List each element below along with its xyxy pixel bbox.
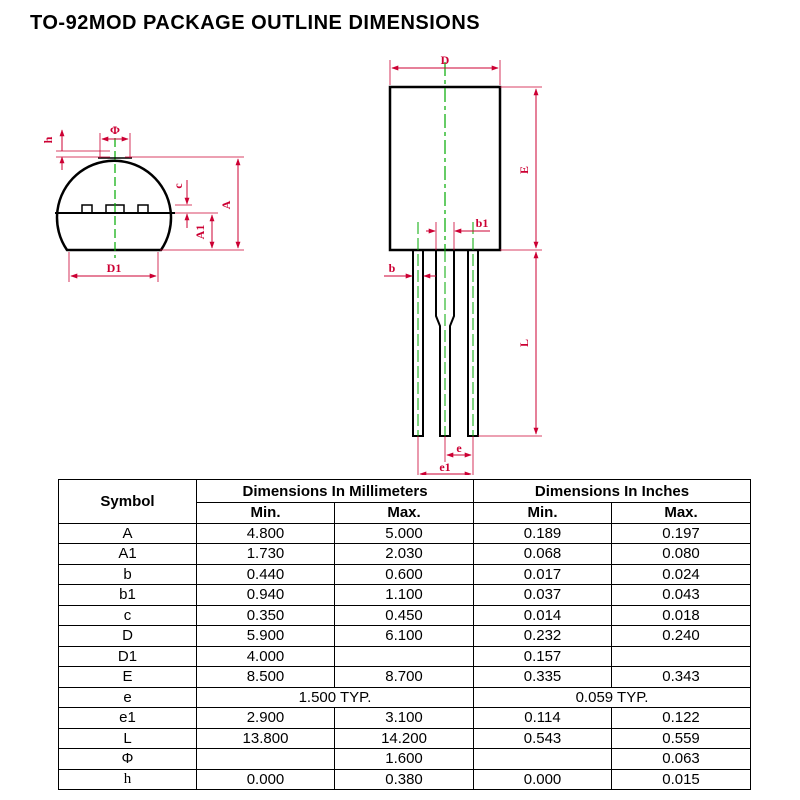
cell-in-min: 0.000 <box>474 769 612 790</box>
cell-mm-max <box>335 646 474 667</box>
page-title: TO-92MOD PACKAGE OUTLINE DIMENSIONS <box>30 12 481 34</box>
cell-mm-max: 6.100 <box>335 626 474 647</box>
cell-symbol: e1 <box>59 708 197 729</box>
cell-mm-min: 5.900 <box>197 626 335 647</box>
cell-in-max: 0.043 <box>612 585 751 606</box>
cell-mm-max: 2.030 <box>335 544 474 565</box>
cell-in-min: 0.335 <box>474 667 612 688</box>
cell-mm-max: 8.700 <box>335 667 474 688</box>
table-row <box>59 667 751 688</box>
cell-mm-min: 13.800 <box>197 728 335 749</box>
cell-symbol: D <box>59 626 197 647</box>
cell-in-min: 0.114 <box>474 708 612 729</box>
cell-mm-min: 1.730 <box>197 544 335 565</box>
label-e1: e1 <box>439 460 451 474</box>
cell-mm-max: 5.000 <box>335 523 474 544</box>
cell-in-max: 0.080 <box>612 544 751 565</box>
table-row <box>59 708 751 729</box>
lead-stub-right <box>138 205 148 213</box>
cell-mm-max: 1.600 <box>335 749 474 770</box>
table-row <box>59 687 751 708</box>
cell-in-min: 0.017 <box>474 564 612 585</box>
cell-in-min: 0.014 <box>474 605 612 626</box>
cell-mm-min: 8.500 <box>197 667 335 688</box>
table-row <box>59 523 751 544</box>
cell-symbol: h <box>59 769 197 790</box>
table-row <box>59 749 751 770</box>
label-A1: A1 <box>193 224 207 240</box>
cell-symbol: D1 <box>59 646 197 667</box>
cell-mm-min: 4.000 <box>197 646 335 667</box>
label-A: A <box>219 200 233 210</box>
cell-in-min: 0.543 <box>474 728 612 749</box>
header-mm-min: Min. <box>197 503 335 524</box>
table-row <box>59 728 751 749</box>
cell-mm-max: 0.450 <box>335 605 474 626</box>
table-row <box>59 585 751 606</box>
cell-mm-min: 0.440 <box>197 564 335 585</box>
cell-symbol: E <box>59 667 197 688</box>
header-symbol: Symbol <box>59 480 197 524</box>
cell-mm-min <box>197 749 335 770</box>
cell-mm-min: 0.350 <box>197 605 335 626</box>
cell-mm-max: 0.380 <box>335 769 474 790</box>
cell-in-max: 0.063 <box>612 749 751 770</box>
cell-symbol: b1 <box>59 585 197 606</box>
table-row <box>59 605 751 626</box>
cell-in-max: 0.343 <box>612 667 751 688</box>
cell-mm-max: 0.600 <box>335 564 474 585</box>
label-phi: Φ <box>110 123 120 137</box>
header-in-max: Max. <box>612 503 751 524</box>
side-view <box>41 123 244 282</box>
cell-mm-max: 1.100 <box>335 585 474 606</box>
cell-symbol: A1 <box>59 544 197 565</box>
cell-mm-min: 2.900 <box>197 708 335 729</box>
label-b1: b1 <box>475 216 489 230</box>
cell-in-max: 0.240 <box>612 626 751 647</box>
table-row <box>59 544 751 565</box>
cell-symbol: Φ <box>59 749 197 770</box>
cell-symbol: b <box>59 564 197 585</box>
cell-in-min: 0.157 <box>474 646 612 667</box>
header-in-min: Min. <box>474 503 612 524</box>
cell-in-min: 0.068 <box>474 544 612 565</box>
label-E: E <box>517 165 531 175</box>
cell-in-min <box>474 749 612 770</box>
cell-in-min: 0.189 <box>474 523 612 544</box>
cell-mm-min: 0.000 <box>197 769 335 790</box>
front-view <box>384 53 542 475</box>
label-c: c <box>171 183 185 189</box>
table-row <box>59 626 751 647</box>
cell-symbol: L <box>59 728 197 749</box>
cell-symbol: e <box>59 687 197 708</box>
header-mm: Dimensions In Millimeters <box>197 480 474 503</box>
cell-mm-max: 14.200 <box>335 728 474 749</box>
cell-mm-max: 3.100 <box>335 708 474 729</box>
header-mm-max: Max. <box>335 503 474 524</box>
cell-in-min: 0.037 <box>474 585 612 606</box>
cell-mm-min: 0.940 <box>197 585 335 606</box>
label-D: D <box>440 53 450 67</box>
cell-in-max: 0.197 <box>612 523 751 544</box>
cell-in-max <box>612 646 751 667</box>
table-row <box>59 646 751 667</box>
label-D1: D1 <box>106 261 122 275</box>
cell-in-max: 0.015 <box>612 769 751 790</box>
cell-in-max: 0.018 <box>612 605 751 626</box>
cell-mm-min: 4.800 <box>197 523 335 544</box>
cell-mm-typ: 1.500 TYP. <box>197 687 474 708</box>
cell-in-typ: 0.059 TYP. <box>474 687 751 708</box>
cell-symbol: A <box>59 523 197 544</box>
cell-in-max: 0.024 <box>612 564 751 585</box>
lead-stub-left <box>82 205 92 213</box>
label-L: L <box>517 338 531 348</box>
label-b: b <box>388 261 396 275</box>
dimensions-table <box>58 479 751 790</box>
cell-in-max: 0.559 <box>612 728 751 749</box>
label-e: e <box>456 441 462 455</box>
cell-in-min: 0.232 <box>474 626 612 647</box>
header-inch: Dimensions In Inches <box>474 480 751 503</box>
label-h: h <box>41 136 55 144</box>
table-row <box>59 769 751 790</box>
table-row <box>59 564 751 585</box>
cell-in-max: 0.122 <box>612 708 751 729</box>
cell-symbol: c <box>59 605 197 626</box>
